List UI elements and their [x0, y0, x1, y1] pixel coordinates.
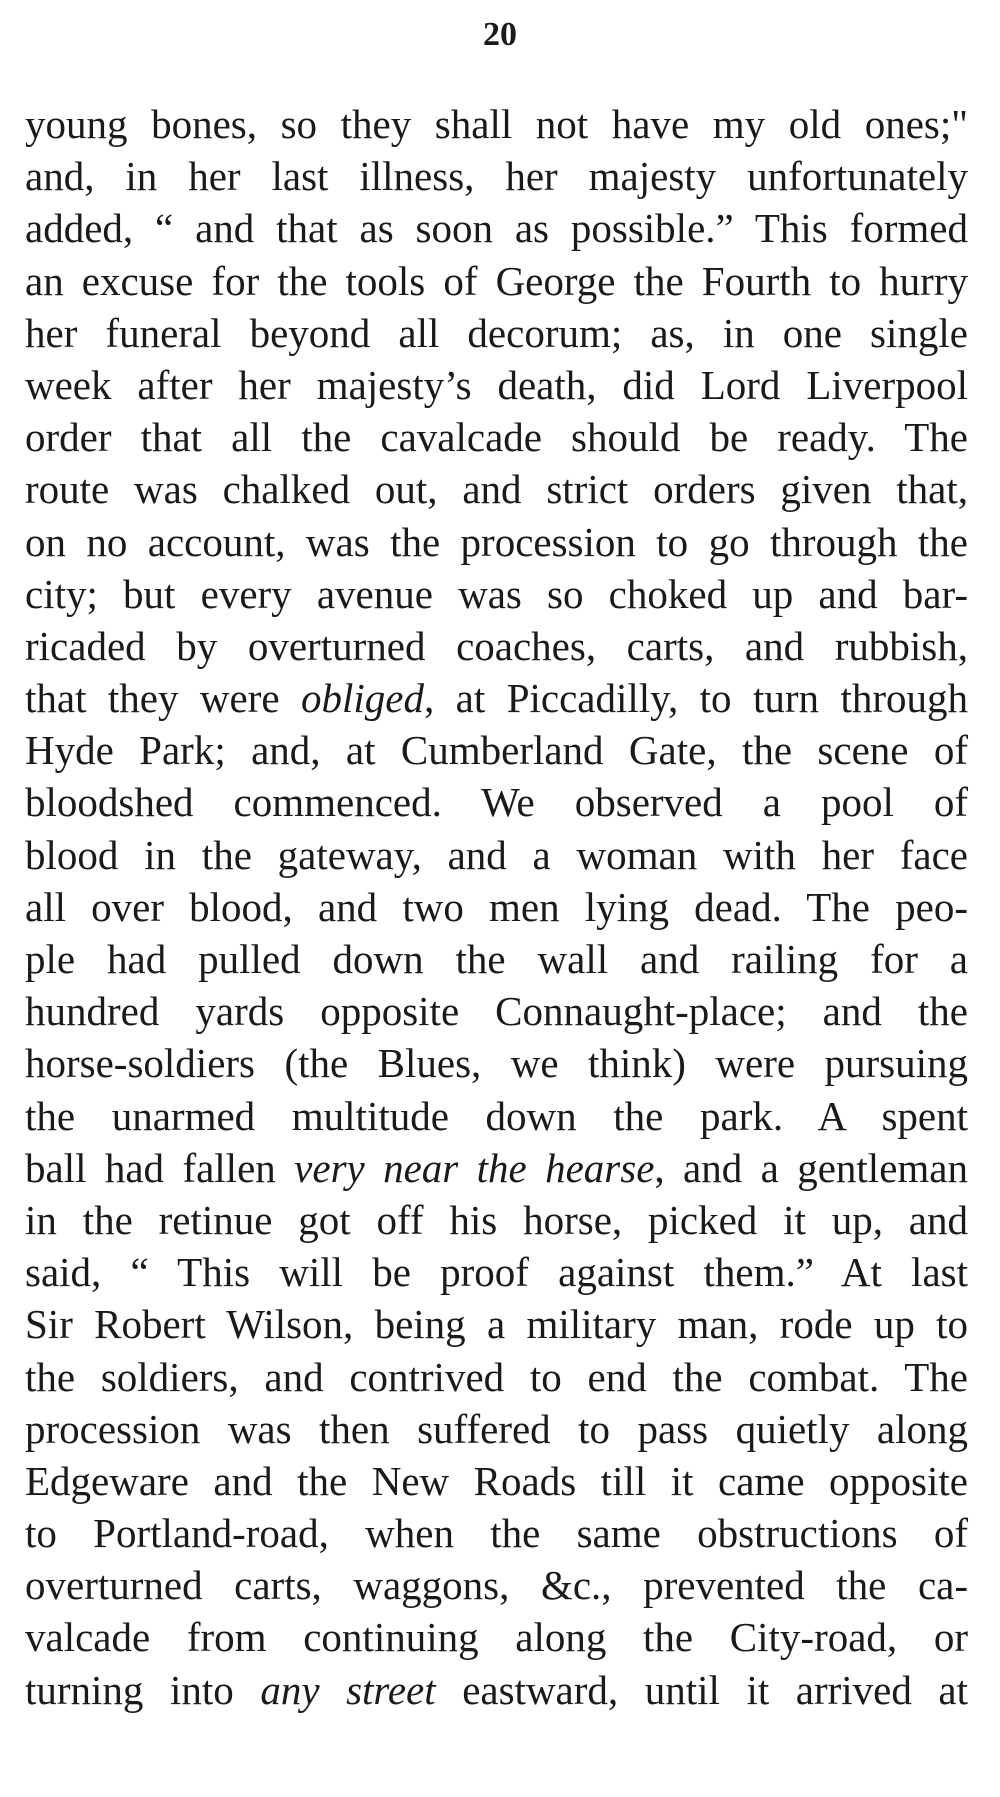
- text-segment: ricaded by overturned coaches, carts, and rubbish,: [25, 622, 968, 669]
- text-line: [25, 672, 968, 724]
- text-line: [25, 1403, 968, 1455]
- text-segment: added, “ and that as soon as possible.” This formed: [25, 205, 968, 252]
- text-segment: an excuse for the tools of George the Fourth to hurry: [25, 257, 968, 304]
- text-line: [25, 881, 968, 933]
- text-line: [25, 985, 968, 1037]
- text-segment: ball had fallen: [25, 1144, 295, 1191]
- text-line: [25, 150, 968, 202]
- text-segment: bloodshed commenced. We observed a pool of: [25, 779, 968, 826]
- text-line: [25, 829, 968, 881]
- text-segment: and, in her last illness, her majesty unfortunately: [25, 153, 968, 200]
- text-line: [25, 1194, 968, 1246]
- text-segment: to Portland-road, when the same obstructions of: [25, 1510, 968, 1557]
- italic-text: any street: [260, 1666, 436, 1713]
- text-line: [25, 1142, 968, 1194]
- text-segment: the unarmed multitude down the park. A spent: [25, 1092, 968, 1139]
- text-line: [25, 202, 968, 254]
- text-segment: city; but every avenue was so choked up and bar-: [25, 570, 968, 617]
- text-segment: route was chalked out, and strict orders given that,: [25, 466, 968, 513]
- text-segment: the soldiers, and contrived to end the combat. The: [25, 1353, 968, 1400]
- text-line: [25, 1664, 968, 1716]
- text-segment: that they were: [25, 675, 302, 722]
- text-line: [25, 776, 968, 828]
- page-number: 20: [483, 16, 517, 53]
- text-line: [25, 1455, 968, 1507]
- text-line: [25, 1090, 968, 1142]
- text-segment: her funeral beyond all decorum; as, in one single: [25, 309, 968, 356]
- text-line: [25, 724, 968, 776]
- text-line: [25, 1298, 968, 1350]
- text-segment: hundred yards opposite Connaught-place; and the: [25, 988, 968, 1035]
- text-line: [25, 1507, 968, 1559]
- text-segment: procession was then suffered to pass quietly along: [25, 1405, 968, 1452]
- text-line: [25, 1559, 968, 1611]
- text-segment: in the retinue got off his horse, picked it up, and: [25, 1196, 968, 1243]
- text-line: [25, 516, 968, 568]
- text-segment: Sir Robert Wilson, being a military man, rode up to: [25, 1301, 968, 1348]
- text-segment: horse-soldiers (the Blues, we think) were pursuing: [25, 1040, 968, 1087]
- text-segment: said, “ This will be proof against them.” At last: [25, 1249, 968, 1296]
- text-segment: Edgeware and the New Roads till it came opposite: [25, 1457, 968, 1504]
- text-line: [25, 359, 968, 411]
- text-segment: ple had pulled down the wall and railing for a: [25, 936, 968, 982]
- text-segment: eastward, until it arrived at: [435, 1666, 969, 1713]
- text-line: [25, 933, 968, 985]
- text-segment: Hyde Park; and, at Cumberland Gate, the scene of: [25, 727, 968, 774]
- text-segment: week after her majesty’s death, did Lord Liverpool: [25, 361, 968, 408]
- text-line: [25, 568, 968, 620]
- text-segment: valcade from continuing along the City-road, or: [25, 1614, 968, 1661]
- text-segment: order that all the cavalcade should be ready. The: [25, 414, 968, 461]
- text-segment: turning into: [25, 1666, 261, 1713]
- text-line: [25, 620, 968, 672]
- text-segment: blood in the gateway, and a woman with her face: [25, 831, 968, 878]
- text-line: [25, 463, 968, 515]
- text-segment: on no account, was the procession to go through the: [25, 518, 968, 565]
- text-segment: , and a gentleman: [654, 1144, 968, 1191]
- body-text: [25, 98, 968, 1716]
- text-segment: all over blood, and two men lying dead. The peo-: [25, 883, 968, 930]
- italic-text: obliged: [301, 675, 424, 722]
- text-line: [25, 255, 968, 307]
- text-line: [25, 307, 968, 359]
- text-segment: , at Piccadilly, to turn through: [424, 675, 968, 722]
- text-line: [25, 1246, 968, 1298]
- text-segment: young bones, so they shall not have my old ones;": [25, 101, 968, 147]
- text-line: [25, 411, 968, 463]
- text-line: [25, 1037, 968, 1089]
- text-line: [25, 1351, 968, 1403]
- text-line: [25, 1611, 968, 1663]
- italic-text: very near the hearse: [294, 1144, 655, 1191]
- text-segment: overturned carts, waggons, &c., prevented the ca-: [25, 1562, 968, 1609]
- text-line: [25, 98, 968, 150]
